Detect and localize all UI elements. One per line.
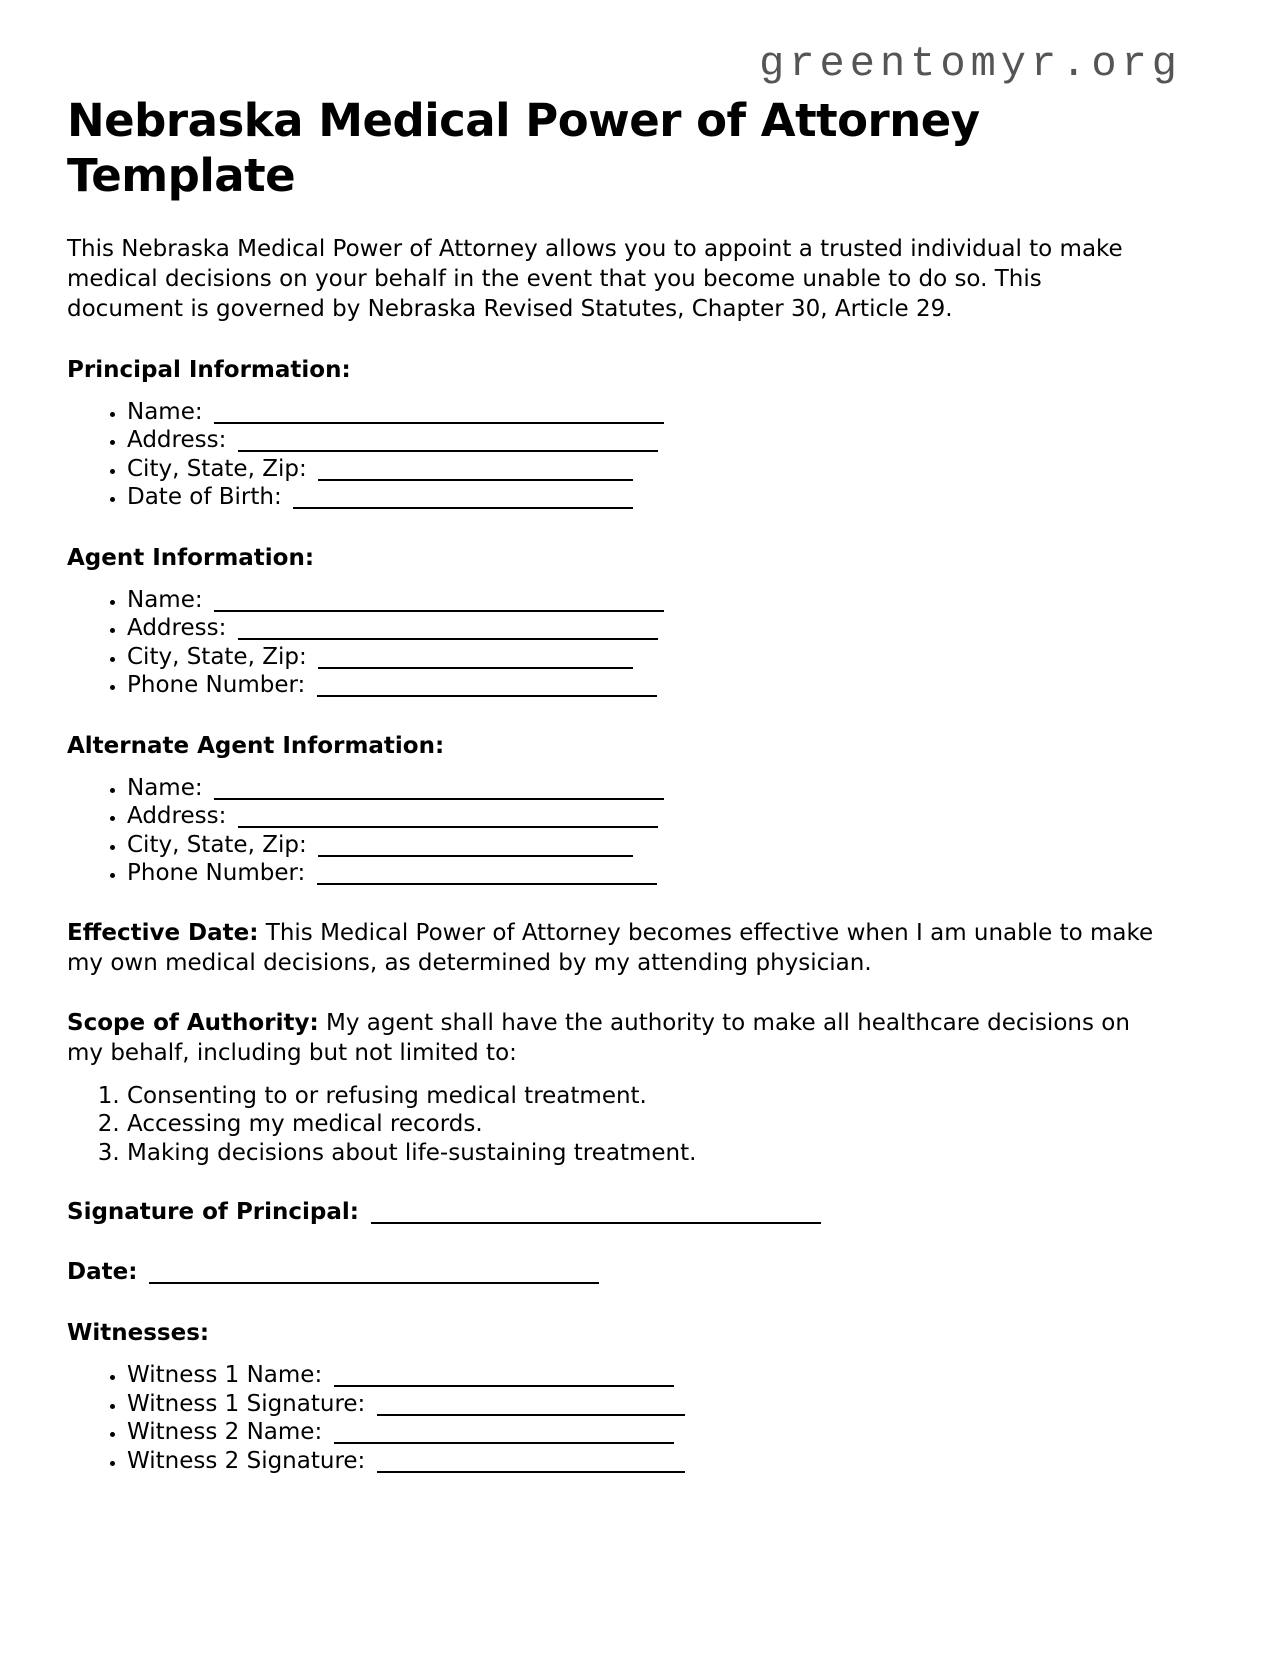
- agent-field-list: [67, 586, 1157, 700]
- watermark-site-name: greentomyr.org: [759, 40, 1182, 88]
- witness-1-name-blank-line: [334, 1369, 674, 1387]
- scope-item-3: 3. Making decisions about life-sustaining treatment.: [127, 1139, 1157, 1168]
- witness-1-name-item: [127, 1361, 1157, 1390]
- witness-2-signature-blank-line: [377, 1455, 685, 1473]
- agent-name-item: [127, 586, 1157, 615]
- field-label: City, State, Zip:: [127, 831, 307, 858]
- principal-dob-item: [127, 483, 1157, 512]
- alternate-agent-address-blank-line: [238, 810, 658, 828]
- alternate-agent-address-item: [127, 802, 1157, 831]
- alternate-agent-name-item: [127, 774, 1157, 803]
- field-label: City, State, Zip:: [127, 643, 307, 670]
- alternate-agent-info-heading: Alternate Agent Information:: [67, 732, 445, 759]
- effective-date-label: Effective Date:: [67, 919, 259, 946]
- scope-item-1: 1. Consenting to or refusing medical treatment.: [127, 1082, 1157, 1111]
- alternate-agent-phone-blank-line: [317, 867, 657, 885]
- principal-city-state-zip-blank-line: [318, 463, 633, 481]
- witnesses-field-list: [67, 1361, 1157, 1475]
- witness-2-name-item: [127, 1418, 1157, 1447]
- field-label: Phone Number:: [127, 860, 306, 887]
- witness-2-signature-item: [127, 1447, 1157, 1476]
- agent-info-heading: Agent Information:: [67, 544, 315, 571]
- principal-info-heading: Principal Information:: [67, 356, 351, 383]
- field-label: Witness 1 Name:: [127, 1362, 323, 1389]
- alternate-agent-phone-item: [127, 859, 1157, 888]
- field-label: City, State, Zip:: [127, 455, 307, 482]
- witness-2-name-blank-line: [334, 1426, 674, 1444]
- principal-name-item: [127, 398, 1157, 427]
- date-row: [67, 1257, 1157, 1287]
- agent-phone-item: [127, 671, 1157, 700]
- alternate-agent-field-list: [67, 774, 1157, 888]
- agent-phone-blank-line: [317, 679, 657, 697]
- effective-date-paragraph: [67, 918, 1157, 978]
- alternate-agent-name-blank-line: [214, 782, 664, 800]
- field-label: Date of Birth:: [127, 484, 282, 511]
- field-label: Witness 2 Signature:: [127, 1447, 366, 1474]
- document-title: Nebraska Medical Power of Attorney Template: [67, 94, 980, 202]
- principal-name-blank-line: [214, 406, 664, 424]
- field-label: Address:: [127, 615, 227, 642]
- agent-address-item: [127, 614, 1157, 643]
- field-label: Name:: [127, 774, 203, 801]
- principal-address-blank-line: [238, 434, 658, 452]
- intro-paragraph: This Nebraska Medical Power of Attorney allows you to appoint a trusted individual to make medical decisions on your behalf in the event that you become unable to do so. This document is governed by Nebraska Revised Statutes, Chapter 30, Article 29.: [67, 235, 1123, 322]
- principal-address-item: [127, 426, 1157, 455]
- witness-1-signature-item: [127, 1390, 1157, 1419]
- principal-dob-blank-line: [293, 491, 633, 509]
- principal-field-list: [67, 398, 1157, 512]
- date-blank-line: [149, 1266, 599, 1284]
- signature-of-principal-label: Signature of Principal:: [67, 1199, 359, 1226]
- field-label: Name:: [127, 586, 203, 613]
- signature-of-principal-row: [67, 1197, 1157, 1227]
- agent-city-state-zip-blank-line: [318, 651, 633, 669]
- agent-name-blank-line: [214, 594, 664, 612]
- agent-address-blank-line: [238, 622, 658, 640]
- document-body: [67, 234, 1157, 1476]
- alternate-agent-city-state-zip-blank-line: [318, 839, 633, 857]
- field-label: Phone Number:: [127, 672, 306, 699]
- scope-of-authority-text: My agent shall have the authority to make all healthcare decisions on my behalf, including but not limited to:: [67, 1009, 1130, 1066]
- scope-authority-list: [67, 1082, 1157, 1168]
- field-label: Address:: [127, 427, 227, 454]
- date-label: Date:: [67, 1259, 138, 1286]
- field-label: Witness 2 Name:: [127, 1419, 323, 1446]
- signature-of-principal-blank-line: [371, 1206, 821, 1224]
- scope-of-authority-paragraph: [67, 1008, 1157, 1068]
- field-label: Witness 1 Signature:: [127, 1390, 366, 1417]
- alternate-agent-city-state-zip-item: [127, 831, 1157, 860]
- principal-city-state-zip-item: [127, 455, 1157, 484]
- agent-city-state-zip-item: [127, 643, 1157, 672]
- field-label: Address:: [127, 803, 227, 830]
- witness-1-signature-blank-line: [377, 1398, 685, 1416]
- effective-date-text: This Medical Power of Attorney becomes effective when I am unable to make my own medical decisions, as determined by my attending physician.: [67, 919, 1154, 976]
- field-label: Name:: [127, 398, 203, 425]
- scope-of-authority-label: Scope of Authority:: [67, 1009, 319, 1036]
- scope-item-2: 2. Accessing my medical records.: [127, 1110, 1157, 1139]
- witnesses-heading: Witnesses:: [67, 1320, 210, 1347]
